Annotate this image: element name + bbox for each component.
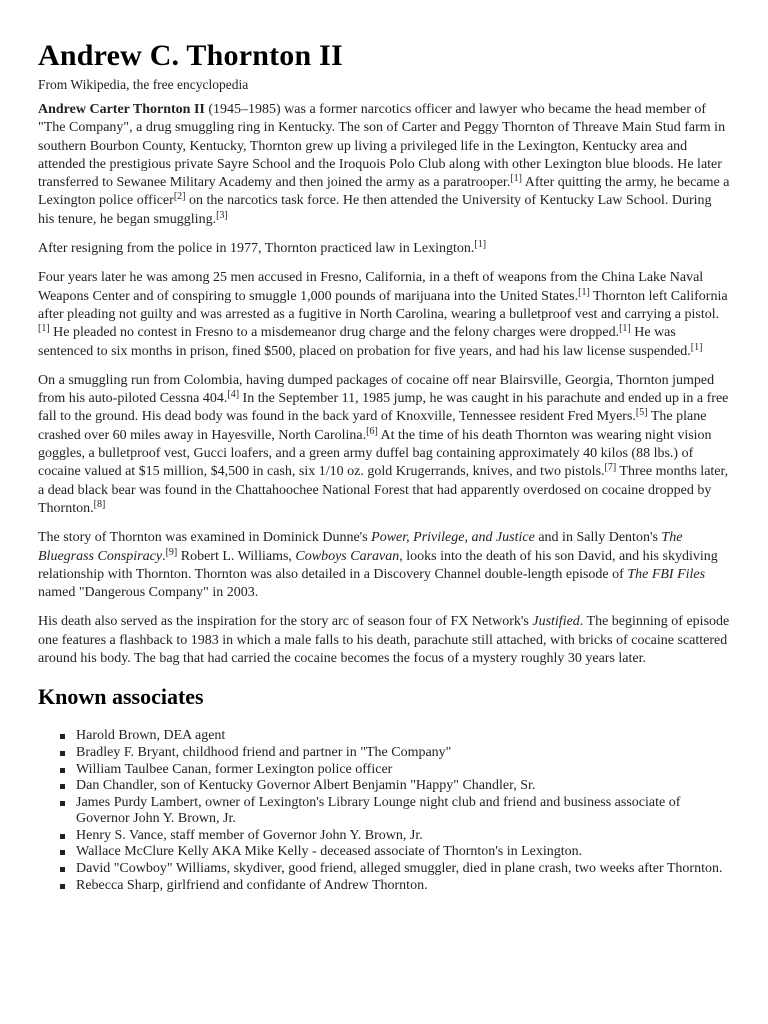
paragraph-intro: Andrew Carter Thornton II (1945–1985) was a former narcotics officer and lawyer who became the head member of "The Company", a drug smuggling ring in Kentucky. The son of Carter and Peggy Thornton of Threave Main Stud farm in southern Bourbon County, Kentucky, Thornton grew up living a privileged life in the Lexington, Kentucky area and attended the prestigious private Sayre School and the Iroquois Polo Club along with other Lexington blue bloods. He later transferred to Sewanee Military Academy and then joined the army as a paratrooper.[1] After quitting the army, he became a Lexington police officer[2] on the narcotics task force. He then attended the University of Kentucky Law School. During his tenure, he began smuggling.[3] <box>38 102 730 227</box>
citation-link[interactable]: [1] <box>690 341 703 353</box>
list-item: Henry S. Vance, staff member of Governor John Y. Brown, Jr. <box>76 828 730 845</box>
citation-link[interactable]: [1] <box>510 173 522 185</box>
list-item: Bradley F. Bryant, childhood friend and partner in "The Company" <box>76 745 730 762</box>
list-item: Wallace McClure Kelly AKA Mike Kelly - deceased associate of Thornton's in Lexington. <box>76 844 730 861</box>
section-heading-known-associates: Known associates <box>38 684 204 710</box>
page-title: Andrew C. Thornton II <box>38 39 343 72</box>
citation-link[interactable]: [5] <box>635 407 648 419</box>
list-item: Harold Brown, DEA agent <box>76 728 730 745</box>
citation-link[interactable]: [9] <box>165 546 178 558</box>
subject-name: Andrew Carter Thornton II <box>38 102 205 117</box>
paragraph-fresno: Four years later he was among 25 men accused in Fresno, California, in a theft of weapons from the China Lake Naval Weapons Center and of conspiring to smuggle 1,000 pounds of marijuana into the United States.[1] Thornton left California after pleading not guilty and was arrested as a fugitive in North Carolina, wearing a bulletproof vest and carrying a pistol.[1] He pleaded no contest in Fresno to a misdemeanor drug charge and the felony charges were dropped.[1] He was sentenced to six months in prison, fined $500, placed on probation for five years, and had his law license suspended.[1] <box>38 270 728 359</box>
citation-link[interactable]: [7] <box>604 462 617 474</box>
list-item: David "Cowboy" Williams, skydiver, good friend, alleged smuggler, died in plane crash, two weeks after Thornton. <box>76 861 730 878</box>
paragraph-death: On a smuggling run from Colombia, having dumped packages of cocaine off near Blairsville, Georgia, Thornton jumped from his auto-piloted Cessna 404.[4] In the September 11, 1985 jump, he was caught in his parachute and ended up in a free fall to the ground. His dead body was found in the back yard of Knoxville, Tennessee resident Fred Myers.[5] The plane crashed over 60 miles away in Hayesville, North Carolina.[6] At the time of his death Thornton was wearing night vision goggles, a bulletproof vest, Gucci loafers, and a green army duffel bag containing approximately 40 kilos (88 lbs.) of cocaine valued at $15 million, $4,500 in cash, six 1/10 oz. gold Krugerrands, knives, and two pistols.[7] Three months later, a dead black bear was found in the Chattahoochee National Forest that had apparently overdosed on cocaine dropped by Thornton.[8] <box>38 372 729 516</box>
citation-link[interactable]: [4] <box>227 389 240 401</box>
paragraph-justified: His death also served as the inspiration for the story arc of season four of FX Network's Justified. The beginning of episode one features a flashback to 1983 in which a male falls to his death, parachute still attached, with bricks of cocaine scattered around his body. The bag that had carried the cocaine becomes the focus of a mystery roughly 30 years later. <box>38 614 730 667</box>
list-item: Rebecca Sharp, girlfriend and confidante of Andrew Thornton. <box>76 878 730 895</box>
citation-link[interactable]: [6] <box>366 425 378 437</box>
list-item: William Taulbee Canan, former Lexington police officer <box>76 762 730 779</box>
tagline: From Wikipedia, the free encyclopedia <box>38 77 249 92</box>
citation-link[interactable]: [1] <box>619 323 631 335</box>
list-item: Dan Chandler, son of Kentucky Governor Albert Benjamin "Happy" Chandler, Sr. <box>76 778 730 795</box>
citation-link[interactable]: [2] <box>173 191 186 203</box>
paragraph-media: The story of Thornton was examined in Dominick Dunne's Power, Privilege, and Justice and in Sally Denton's The Bluegrass Conspiracy.[9] Robert L. Williams, Cowboys Caravan, looks into the death of his son David, and his skydiving relationship with Thornton. Thornton was also detailed in a Discovery Channel double-length episode of The FBI Files named "Dangerous Company" in 2003. <box>38 530 718 601</box>
citation-link[interactable]: [1] <box>474 239 487 251</box>
associates-list <box>38 728 730 894</box>
list-item: James Purdy Lambert, owner of Lexington's Library Lounge night club and friend and business associate of Governor John Y. Brown, Jr. <box>76 795 730 828</box>
paragraph-law-practice: After resigning from the police in 1977, Thornton practiced law in Lexington.[1] <box>38 239 487 257</box>
citation-link[interactable]: [1] <box>38 323 50 335</box>
citation-link[interactable]: [1] <box>578 286 590 298</box>
citation-link[interactable]: [3] <box>216 209 228 221</box>
citation-link[interactable]: [8] <box>93 498 106 510</box>
